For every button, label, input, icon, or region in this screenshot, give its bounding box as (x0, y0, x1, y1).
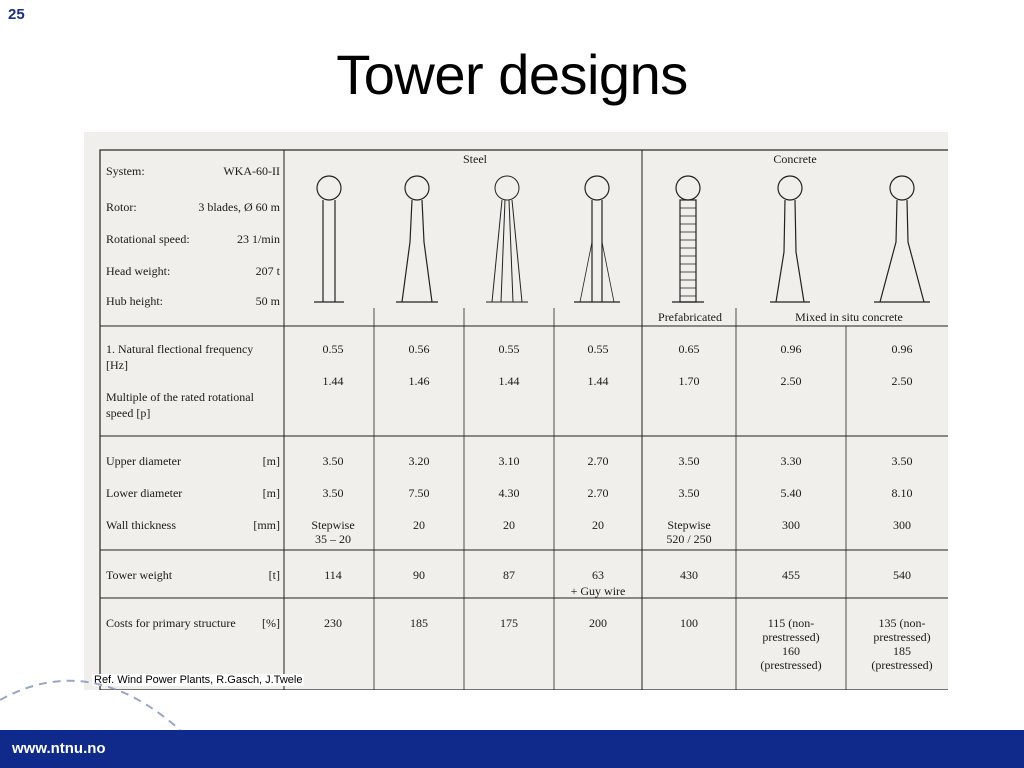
tower-weight-note: + Guy wire (570, 584, 626, 598)
reference-caption: Ref. Wind Power Plants, R.Gasch, J.Twele (94, 674, 303, 686)
spec-value: 50 m (255, 294, 280, 308)
spec-label: Rotor: (106, 200, 137, 214)
row-unit: [t] (268, 568, 280, 582)
upper-diameter-value: 3.30 (780, 454, 802, 468)
upper-diameter-value: 3.20 (408, 454, 430, 468)
spec-label: Hub height: (106, 294, 163, 308)
spec-value: 207 t (255, 264, 280, 278)
frequency-value: 0.56 (408, 342, 430, 356)
costs-value: 135 (non- (878, 616, 926, 630)
costs-value-line2: prestressed) (873, 630, 931, 644)
upper-diameter-value: 3.50 (322, 454, 344, 468)
costs-value: 185 (410, 616, 428, 630)
wall-thickness-value: 300 (893, 518, 911, 532)
costs-value: 200 (589, 616, 607, 630)
subgroup-prefabricated: Prefabricated (658, 310, 722, 324)
slide-title: Tower designs (336, 43, 688, 106)
frequency-value: 0.65 (678, 342, 700, 356)
row-label-lower-diameter: Lower diameter (106, 486, 183, 500)
costs-value-line3: 160 (782, 644, 800, 658)
costs-value: 175 (500, 616, 518, 630)
frequency-value: 0.55 (322, 342, 344, 356)
row-unit: [m] (262, 454, 280, 468)
tower-drawing-steel-4 (574, 176, 620, 302)
tower-weight-value: 87 (503, 568, 515, 582)
upper-diameter-value: 3.50 (891, 454, 913, 468)
lower-diameter-value: 3.50 (322, 486, 344, 500)
decorative-arc (0, 660, 200, 732)
row-label-wall-thickness: Wall thickness (106, 518, 177, 532)
row-label-multiple: Multiple of the rated rotational (106, 390, 254, 404)
upper-diameter-value: 3.10 (498, 454, 520, 468)
wall-thickness-value: 20 (592, 518, 604, 532)
group-header-steel: Steel (463, 152, 487, 166)
lower-diameter-value: 4.30 (498, 486, 520, 500)
multiple-value: 2.50 (891, 374, 913, 388)
costs-value: 115 (non- (767, 616, 815, 630)
row-label-upper-diameter: Upper diameter (106, 454, 181, 468)
subgroup-mixed: Mixed in situ concrete (795, 310, 903, 324)
footer-url[interactable]: www.ntnu.no (12, 740, 106, 757)
row-label-multiple-unit: speed [p] (106, 406, 151, 420)
lower-diameter-value: 5.40 (780, 486, 802, 500)
row-unit: [mm] (253, 518, 280, 532)
spec-value: 3 blades, Ø 60 m (198, 200, 280, 214)
multiple-value: 1.46 (408, 374, 430, 388)
multiple-value: 1.44 (322, 374, 344, 388)
spec-label: Rotational speed: (106, 232, 190, 246)
multiple-value: 1.70 (678, 374, 700, 388)
lower-diameter-value: 3.50 (678, 486, 700, 500)
tower-weight-value: 540 (893, 568, 911, 582)
costs-value: 230 (324, 616, 342, 630)
tower-weight-value: 430 (680, 568, 698, 582)
frequency-value: 0.55 (498, 342, 520, 356)
wall-thickness-value: 300 (782, 518, 800, 532)
row-label-costs: Costs for primary structure (106, 616, 236, 630)
lower-diameter-value: 2.70 (587, 486, 609, 500)
row-unit: [m] (262, 486, 280, 500)
lower-diameter-value: 7.50 (408, 486, 430, 500)
wall-thickness-value: 20 (413, 518, 425, 532)
wall-thickness-value: Stepwise (667, 518, 711, 532)
tower-drawing-concrete-prefab (672, 176, 704, 302)
tower-weight-value: 455 (782, 568, 800, 582)
upper-diameter-value: 3.50 (678, 454, 700, 468)
lower-diameter-value: 8.10 (891, 486, 913, 500)
tower-weight-value: 114 (324, 568, 342, 582)
costs-value: 100 (680, 616, 698, 630)
slide-number: 25 (8, 6, 25, 23)
group-header-concrete: Concrete (773, 152, 817, 166)
tower-drawing-concrete-mixed-2 (874, 176, 930, 302)
multiple-value: 1.44 (587, 374, 609, 388)
tower-drawing-steel-1 (314, 176, 344, 302)
spec-value: 23 1/min (236, 232, 280, 246)
wall-thickness-value-detail: 35 – 20 (315, 532, 351, 546)
frequency-value: 0.55 (587, 342, 609, 356)
footer-bar (0, 730, 1024, 768)
multiple-value: 2.50 (780, 374, 802, 388)
wall-thickness-value-detail: 520 / 250 (666, 532, 712, 546)
spec-label: System: (106, 164, 145, 178)
tower-weight-value: 90 (413, 568, 425, 582)
table-grid (84, 132, 948, 690)
row-label-tower-weight: Tower weight (106, 568, 173, 582)
costs-value-line2: prestressed) (762, 630, 820, 644)
upper-diameter-value: 2.70 (587, 454, 609, 468)
tower-drawing-steel-2 (396, 176, 438, 302)
costs-value-line3: 185 (893, 644, 911, 658)
tower-weight-value: 63 (592, 568, 604, 582)
wall-thickness-value: 20 (503, 518, 515, 532)
row-label-frequency-unit: [Hz] (106, 358, 128, 372)
spec-label: Head weight: (106, 264, 171, 278)
multiple-value: 1.44 (498, 374, 520, 388)
wall-thickness-value: Stepwise (311, 518, 355, 532)
row-unit: [%] (262, 616, 280, 630)
tower-drawing-steel-3 (486, 176, 528, 302)
frequency-value: 0.96 (891, 342, 913, 356)
frequency-value: 0.96 (780, 342, 802, 356)
row-label-frequency: 1. Natural flectional frequency (106, 342, 254, 356)
spec-value: WKA-60-II (223, 164, 280, 178)
costs-value-line4: (prestressed) (871, 658, 933, 672)
tower-drawing-concrete-mixed-1 (770, 176, 810, 302)
scanned-table-image (84, 132, 948, 690)
costs-value-line4: (prestressed) (760, 658, 822, 672)
